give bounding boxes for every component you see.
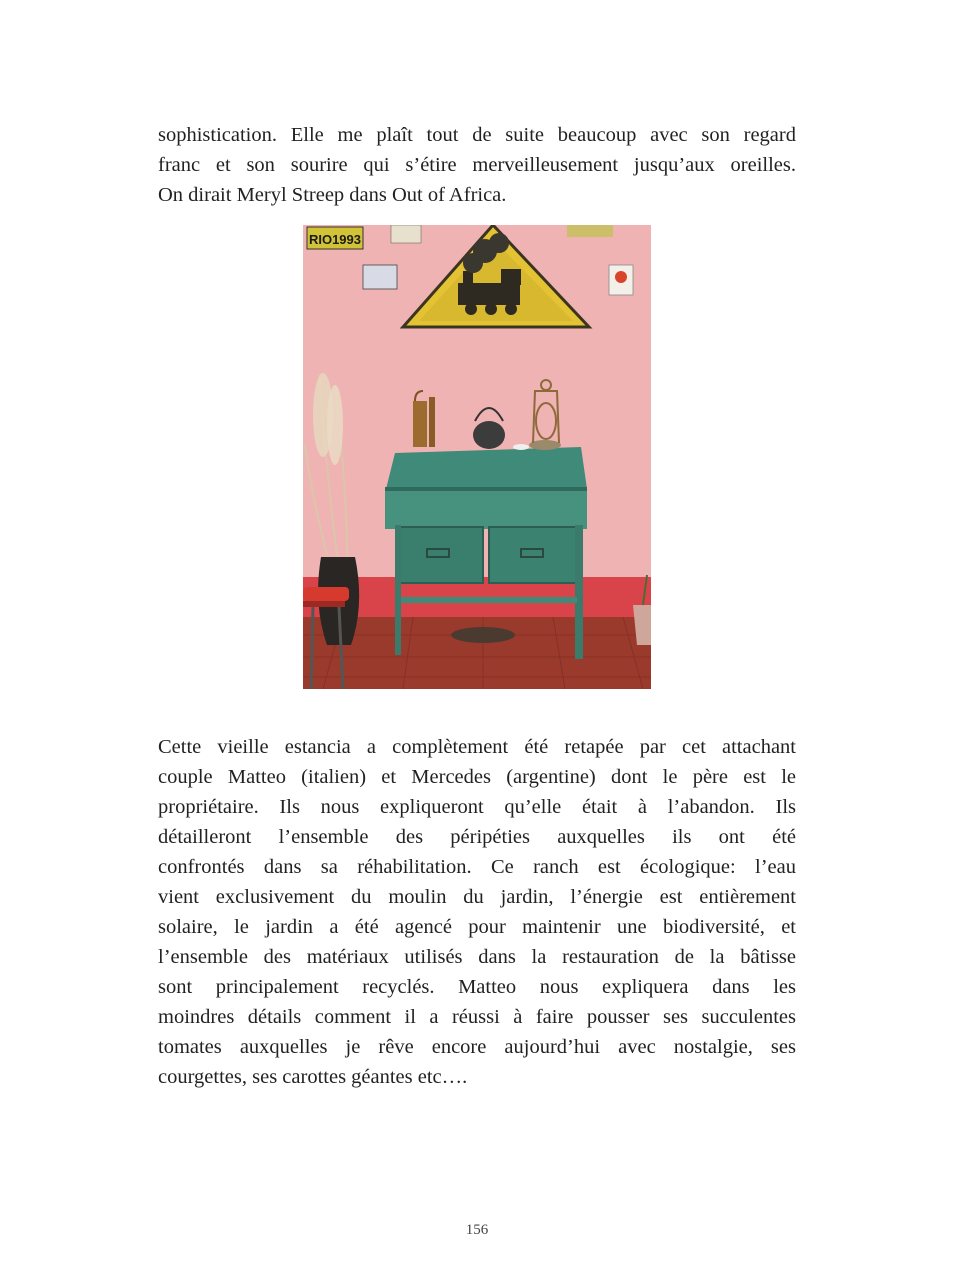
license-plate xyxy=(307,227,363,249)
text-line: Cette vieille estancia a complètement été retapée par cet attachant xyxy=(158,736,796,758)
paragraph-intro xyxy=(158,120,796,210)
text-line: moindres détails comment il a réussi à faire pousser ses succulentes xyxy=(158,1006,796,1028)
text-line: tomates auxquelles je rêve encore aujourd’hui avec nostalgie, ses xyxy=(158,1036,796,1058)
text-line: vient exclusivement du moulin du jardin, l’énergie est entièrement xyxy=(158,886,796,908)
text-line: sont principalement recyclés. Matteo nous expliquera dans les xyxy=(158,976,796,998)
page-number: 156 xyxy=(465,1222,489,1238)
photo-vintage-desk xyxy=(303,225,651,689)
text-line: franc et son sourire qui s’étire merveilleusement jusqu’aux oreilles. xyxy=(158,154,796,176)
text-line: propriétaire. Ils nous expliqueront qu’elle était à l’abandon. Ils xyxy=(158,796,796,818)
text-line: couple Matteo (italien) et Mercedes (argentine) dont le père est le xyxy=(158,766,796,788)
text-line: sophistication. Elle me plaît tout de suite beaucoup avec son regard xyxy=(158,124,796,146)
text-line: courgettes, ses carottes géantes etc…. xyxy=(158,1066,468,1088)
paragraph-estancia xyxy=(158,732,796,1092)
text-line: confrontés dans sa réhabilitation. Ce ranch est écologique: l’eau xyxy=(158,856,796,878)
text-line: détailleront l’ensemble des péripéties auxquelles ils ont été xyxy=(158,826,796,848)
text-line: l’ensemble des matériaux utilisés dans la restauration de la bâtisse xyxy=(158,946,796,968)
text-line: On dirait Meryl Streep dans Out of Africa. xyxy=(158,184,507,206)
plate-text: RIO1993 xyxy=(308,232,362,247)
text-line: solaire, le jardin a été agencé pour maintenir une biodiversité, et xyxy=(158,916,796,938)
